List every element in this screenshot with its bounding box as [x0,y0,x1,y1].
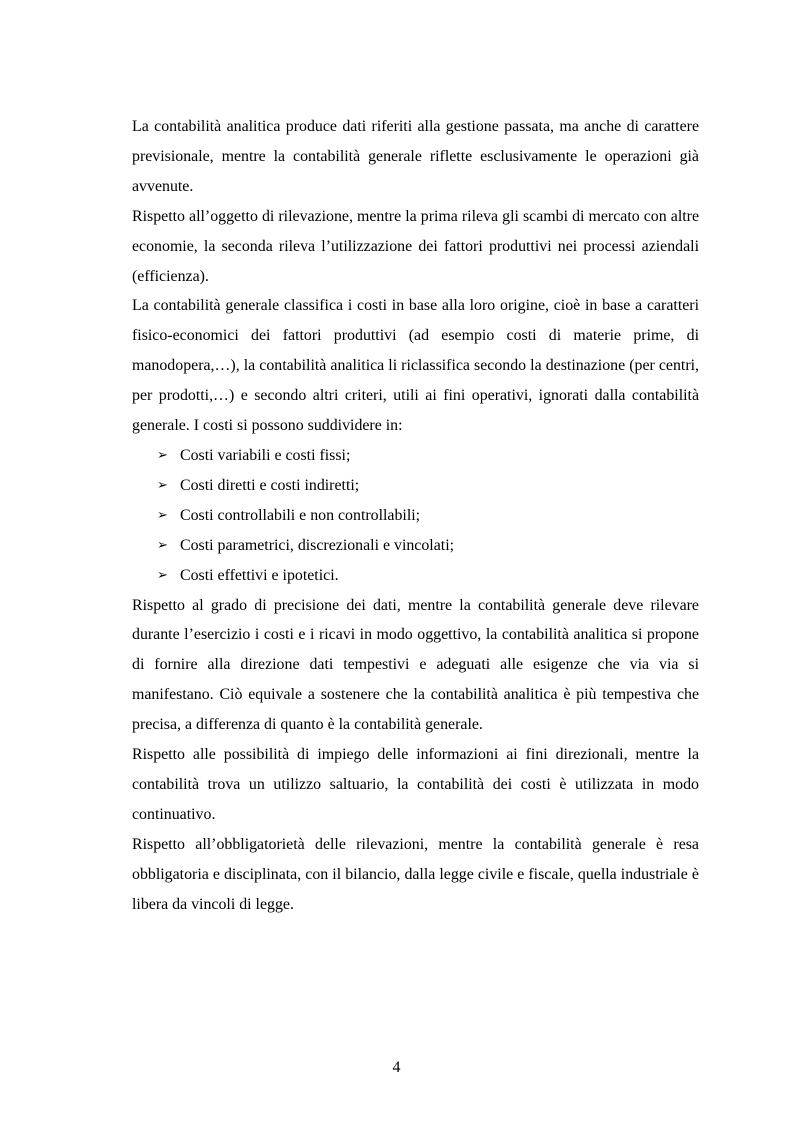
document-page [132,112,699,919]
list-item [157,471,699,501]
arrow-bullet-icon: ➢ [157,567,168,583]
list-item [157,531,699,561]
list-item-text: Costi parametrici, discrezionali e vincolati; [180,536,455,554]
list-item-text: Costi controllabili e non controllabili; [180,506,421,524]
paragraph-precision: Rispetto al grado di precisione dei dati, mentre la contabilità generale deve rilevare durante l’esercizio i costi e i ricavi in modo oggettivo, la contabilità analitica si propone di fornire alla direzione dati tempestivi e adeguati alle esigenze che via via si manifestano. Ciò equivale a sostenere che la contabilità analitica è più tempestiva che precisa, a differenza di quanto è la contabilità generale. [132,596,699,734]
list-item-text: Costi effettivi e ipotetici. [180,566,339,584]
page-number: 4 [392,1059,401,1076]
paragraph-cost-classification: La contabilità generale classifica i costi in base alla loro origine, cioè in base a caratteri fisico-economici dei fattori produttivi (ad esempio costi di materie prime, di manodopera,…), la contabilità analitica li riclassifica secondo la destinazione (per centri, per prodotti,…) e secondo altri criteri, utili ai fini operativi, ignorati dalla contabilità generale. I costi si possono suddividere in: [132,297,699,435]
list-item [157,501,699,531]
arrow-bullet-icon: ➢ [157,477,168,493]
paragraph-obligations: Rispetto all’obbligatorietà delle rilevazioni, mentre la contabilità generale è resa obbligatoria e disciplinata, con il bilancio, dalla legge civile e fiscale, quella industriale è libera da vincoli di legge. [132,835,699,913]
paragraph-analytic-vs-general: La contabilità analitica produce dati riferiti alla gestione passata, ma anche di carattere previsionale, mentre la contabilità generale riflette esclusivamente le operazioni già avvenute. [132,118,699,195]
arrow-bullet-icon: ➢ [157,447,168,463]
list-item [157,561,699,591]
cost-types-list [132,441,699,591]
arrow-bullet-icon: ➢ [157,507,168,523]
list-item-text: Costi variabili e costi fissi; [180,446,351,464]
list-item [157,441,699,471]
list-item-text: Costi diretti e costi indiretti; [180,476,360,494]
paragraph-directional-use: Rispetto alle possibilità di impiego delle informazioni ai fini direzionali, mentre la contabilità trova un utilizzo saltuario, la contabilità dei costi è utilizzata in modo continuativo. [132,746,699,823]
arrow-bullet-icon: ➢ [157,537,168,553]
paragraph-object-of-recording: Rispetto all’oggetto di rilevazione, mentre la prima rileva gli scambi di mercato con altre economie, la seconda rileva l’utilizzazione dei fattori produttivi nei processi aziendali (efficienza). [132,207,699,285]
